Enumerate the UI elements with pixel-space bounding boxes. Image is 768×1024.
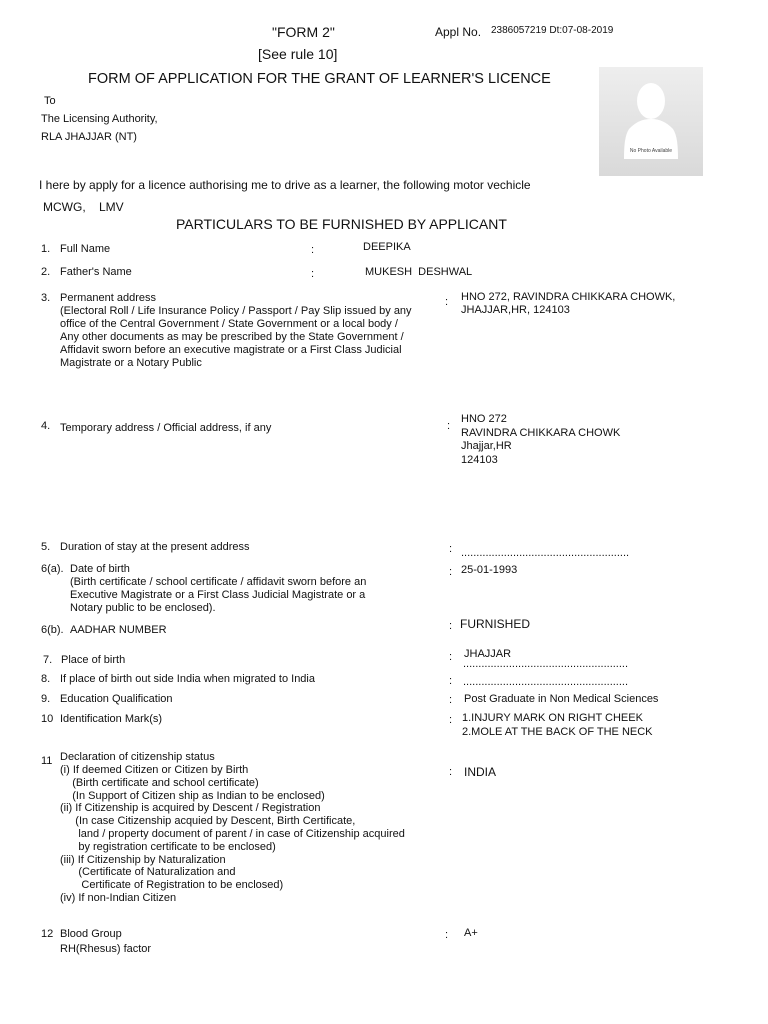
form-number: "FORM 2"	[272, 24, 335, 40]
full-name-label: Full Name	[60, 243, 111, 255]
permanent-address-value: HNO 272, RAVINDRA CHIKKARA CHOWK, JHAJJAR,HR, 124103	[461, 291, 676, 316]
duration-stay-value: .......................................................	[461, 547, 630, 559]
place-of-birth-label: Place of birth	[61, 654, 126, 666]
colon: :	[311, 268, 315, 280]
section-title: PARTICULARS TO BE FURNISHED BY APPLICANT	[176, 216, 507, 232]
field-number: 5.	[41, 541, 51, 553]
temporary-address-value: HNO 272 RAVINDRA CHIKKARA CHOWK Jhajjar,HR 124103	[461, 413, 621, 466]
field-number: 6(a).	[41, 563, 64, 575]
colon: :	[449, 766, 453, 778]
colon: :	[449, 620, 453, 632]
field-number: 6(b).	[41, 624, 64, 636]
place-of-birth-value: JHAJJAR	[464, 648, 512, 660]
citizenship-value: INDIA	[464, 765, 497, 779]
field-number: 9.	[41, 693, 51, 705]
field-number: 8.	[41, 673, 51, 685]
photo-caption: No Photo Available	[629, 148, 673, 154]
page-title: FORM OF APPLICATION FOR THE GRANT OF LEARNER'S LICENCE	[88, 71, 551, 87]
full-name-value: DEEPIKA	[363, 241, 411, 253]
permanent-address-note: (Electoral Roll / Life Insurance Policy / Passport / Pay Slip issued by any office of the Central Government / State Government or a local body / Any other documents as may be prescribed by the State Government / Affidavit sworn before an executive magistrate or a First Class Judicial Magistrate or a Notary Public	[60, 305, 412, 369]
rule-reference: [See rule 10]	[258, 46, 338, 62]
colon: :	[449, 651, 453, 663]
field-number: 10	[41, 713, 54, 725]
to-label: To	[44, 95, 56, 107]
appl-no-value: 2386057219 Dt:07-08-2019	[491, 25, 614, 36]
field-number: 12	[41, 928, 54, 940]
identification-marks-label: Identification Mark(s)	[60, 713, 163, 725]
identification-marks-value: 1.INJURY MARK ON RIGHT CHEEK 2.MOLE AT THE BACK OF THE NECK	[462, 712, 653, 738]
fathers-name-label: Father's Name	[60, 266, 132, 278]
field-number: 2.	[41, 266, 51, 278]
date-of-birth-note: (Birth certificate / school certificate / affidavit sworn before an Executive Magistrate or a First Class Judicial Magistrate or a Notary public to be enclosed).	[70, 576, 367, 614]
field-number: 1.	[41, 243, 51, 255]
authority-label: The Licensing Authority,	[41, 113, 158, 125]
blood-group-value: A+	[464, 927, 478, 939]
citizenship-label: Declaration of citizenship status	[60, 751, 215, 763]
field-number: 7.	[43, 654, 53, 666]
citizenship-note: (i) If deemed Citizen or Citizen by Birth (Birth certificate and school certificate) (In Support of Citizen ship as Indian to be enclosed) (ii) If Citizenship is acquired by Descent / Registration (In case Citizenship acquied by Descent, Birth Certificate, land / property document of parent / in case of Citizenship acquired by registration certificate to be enclosed) (iii) If Citizenship by Naturalization (Certificate of Naturalization and Certificate of Registration to be enclosed) (iv) If non-Indian Citizen	[60, 764, 405, 904]
place-of-birth-dots: ......................................................	[463, 658, 629, 670]
field-number: 4.	[41, 420, 51, 432]
birth-outside-india-value: ......................................................	[463, 676, 629, 688]
colon: :	[449, 714, 453, 726]
education-label: Education Qualification	[60, 693, 173, 705]
birth-outside-india-label: If place of birth out side India when migrated to India	[60, 673, 315, 685]
applicant-photo	[599, 67, 703, 176]
colon: :	[449, 566, 453, 578]
colon: :	[311, 244, 315, 256]
duration-stay-label: Duration of stay at the present address	[60, 541, 250, 553]
field-number: 3.	[41, 292, 51, 304]
field-number: 11	[41, 755, 53, 767]
vehicle-classes: MCWG, LMV	[43, 200, 124, 214]
date-of-birth-label: Date of birth	[70, 563, 130, 575]
appl-no-label: Appl No.	[435, 25, 482, 39]
aadhar-value: FURNISHED	[460, 617, 531, 631]
blood-group-label: Blood Group	[60, 928, 122, 940]
colon: :	[445, 929, 449, 941]
colon: :	[447, 420, 451, 432]
education-value: Post Graduate in Non Medical Sciences	[464, 693, 659, 705]
aadhar-label: AADHAR NUMBER	[70, 624, 167, 636]
colon: :	[445, 296, 449, 308]
permanent-address-label: Permanent address	[60, 292, 156, 304]
temporary-address-label: Temporary address / Official address, if any	[60, 422, 272, 434]
intro-text: I here by apply for a licence authorising me to drive as a learner, the following motor vechicle	[39, 178, 531, 192]
authority-office: RLA JHAJJAR (NT)	[41, 131, 137, 143]
date-of-birth-value: 25-01-1993	[461, 564, 518, 576]
colon: :	[449, 543, 453, 555]
person-silhouette-icon	[599, 67, 703, 176]
colon: :	[449, 694, 453, 706]
colon: :	[449, 675, 453, 687]
rh-factor-label: RH(Rhesus) factor	[60, 943, 152, 955]
fathers-name-value: MUKESH DESHWAL	[365, 266, 473, 278]
